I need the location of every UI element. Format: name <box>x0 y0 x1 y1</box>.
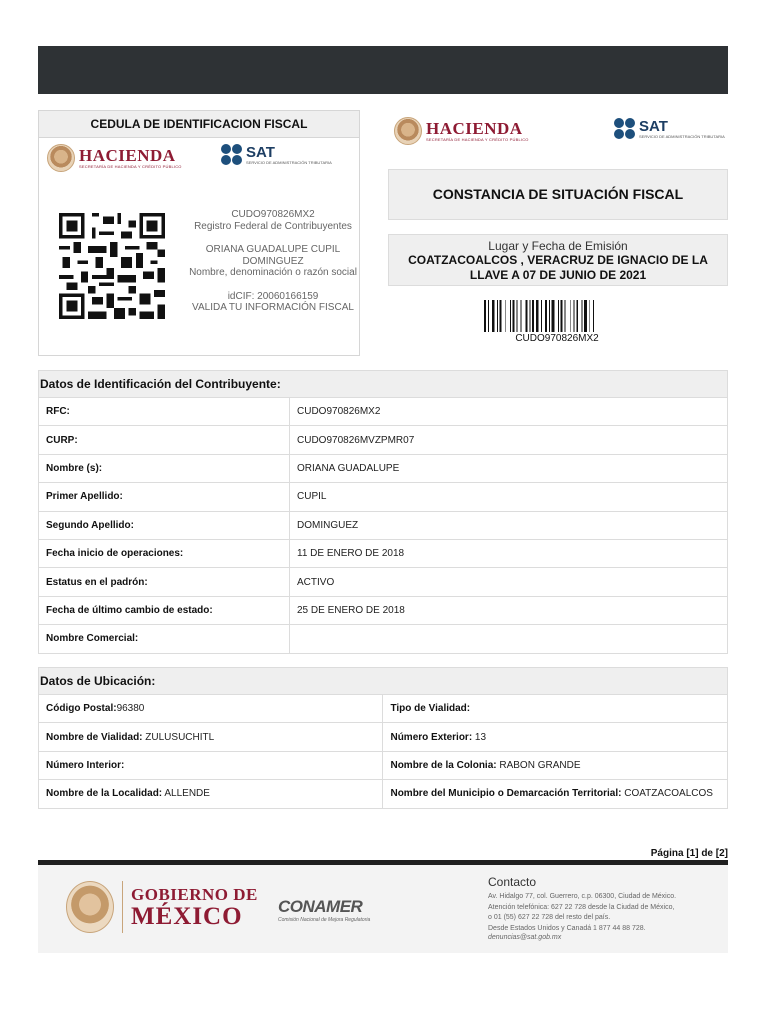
hacienda-wordmark: HACIENDA <box>79 146 176 165</box>
cedula-rfc: CUDO970826MX2 <box>231 209 315 220</box>
field-value: DOMINGUEZ <box>290 511 728 539</box>
top-bar <box>38 46 728 94</box>
contacto-email: denuncias@sat.gob.mx <box>488 934 562 941</box>
contacto-block <box>488 875 724 941</box>
field-label: Nombre de la Localidad: <box>46 788 163 800</box>
field-label: Número Exterior: <box>390 731 473 743</box>
field-value: RABON GRANDE <box>496 759 581 771</box>
lugar-fecha-label: Lugar y Fecha de Emisión <box>488 239 628 253</box>
barcode-icon <box>482 300 632 332</box>
hacienda-subtitle: SECRETARÍA DE HACIENDA Y CRÉDITO PÚBLICO <box>426 137 529 142</box>
table-row <box>39 511 728 539</box>
page-indicator: Página [1] de [2] <box>650 848 728 859</box>
cedula-title: CEDULA DE IDENTIFICACION FISCAL <box>39 111 359 138</box>
field-label: Nombre Comercial: <box>39 625 290 653</box>
gobierno-line1: GOBIERNO DE <box>131 884 258 904</box>
conamer-subtitle: Comisión Nacional de Mejora Regulatoria <box>278 917 371 923</box>
field-cell <box>383 723 728 751</box>
hacienda-seal-icon <box>394 117 422 145</box>
mexico-seal-icon <box>66 881 114 933</box>
field-label: CURP: <box>39 426 290 454</box>
hacienda-logo <box>47 144 182 172</box>
sat-wordmark: SAT <box>246 143 275 161</box>
field-label: Nombre de Vialidad: <box>46 731 143 743</box>
table-row <box>39 596 728 624</box>
cedula-valida: VALIDA TU INFORMACIÓN FISCAL <box>192 302 354 313</box>
field-label: Número Interior: <box>46 759 125 771</box>
field-label: Tipo de Vialidad: <box>390 703 471 715</box>
hacienda-wordmark: HACIENDA <box>426 119 523 138</box>
contacto-line1: Av. Hidalgo 77, col. Guerrero, c.p. 06300, Ciudad de México. <box>488 893 677 900</box>
lugar-fecha-value: COATZACOALCOS , VERACRUZ DE IGNACIO DE LA LLAVE A 07 DE JUNIO DE 2021 <box>408 253 708 282</box>
contacto-line3: o 01 (55) 627 22 728 del resto del país. <box>488 914 611 921</box>
cedula-rfc-label: Registro Federal de Contribuyentes <box>194 220 352 232</box>
footer <box>38 865 728 953</box>
field-value: 11 DE ENERO DE 2018 <box>290 539 728 567</box>
table-row <box>39 398 728 426</box>
field-value: 13 <box>472 731 487 743</box>
table-row <box>39 454 728 482</box>
field-label: Nombre (s): <box>39 454 290 482</box>
cedula-name-label: Nombre, denominación o razón social <box>189 267 357 278</box>
table-row <box>39 723 728 751</box>
table-row <box>39 751 728 779</box>
ubicacion-table <box>38 694 728 809</box>
gobierno-line2: MÉXICO <box>131 902 243 930</box>
table-row <box>39 539 728 567</box>
field-value: COATZACOALCOS <box>621 788 713 800</box>
contacto-line4: Desde Estados Unidos y Canadá 1 877 44 88 728. <box>488 924 646 932</box>
contacto-line2: Atención telefónica: 627 22 728 desde la Ciudad de México, <box>488 903 675 911</box>
sat-subtitle: SERVICIO DE ADMINISTRACIÓN TRIBUTARIA <box>639 133 725 139</box>
field-value: CUPIL <box>290 483 728 511</box>
field-label: Fecha de último cambio de estado: <box>39 596 290 624</box>
field-cell <box>39 695 383 723</box>
identificacion-title: Datos de Identificación del Contribuyente: <box>38 370 728 398</box>
cedula-name-line1: ORIANA GUADALUPE CUPIL <box>205 244 341 255</box>
field-value: CUDO970826MVZPMR07 <box>290 426 728 454</box>
field-value: CUDO970826MX2 <box>290 398 728 426</box>
conamer-logo <box>278 897 370 923</box>
sat-subtitle: SERVICIO DE ADMINISTRACIÓN TRIBUTARIA <box>246 159 332 165</box>
cedula-card <box>38 110 360 356</box>
table-row <box>39 695 728 723</box>
ubicacion-title: Datos de Ubicación: <box>38 667 728 695</box>
cedula-info <box>189 209 357 314</box>
field-label: Nombre de la Colonia: <box>390 759 497 771</box>
field-cell <box>39 751 383 779</box>
cedula-idcif: idCIF: 20060166159 <box>227 290 319 302</box>
field-cell <box>383 751 728 779</box>
document-title: CONSTANCIA DE SITUACIÓN FISCAL <box>388 169 728 220</box>
barcode-text: CUDO970826MX2 <box>515 333 599 344</box>
field-value: ORIANA GUADALUPE <box>290 454 728 482</box>
field-label: Segundo Apellido: <box>39 511 290 539</box>
table-row <box>39 483 728 511</box>
field-cell <box>383 695 728 723</box>
table-row <box>39 625 728 653</box>
field-label: Estatus en el padrón: <box>39 568 290 596</box>
field-label: Nombre del Municipio o Demarcación Territorial: <box>390 788 622 800</box>
contacto-title: Contacto <box>488 875 537 889</box>
field-label: Código Postal: <box>46 703 117 715</box>
sat-logo-header <box>614 118 725 140</box>
table-row <box>39 780 728 808</box>
conamer-wordmark: CONAMER <box>278 897 363 916</box>
table-row <box>39 426 728 454</box>
table-row <box>39 568 728 596</box>
field-value: ZULUSUCHITL <box>142 731 215 743</box>
field-cell <box>39 723 383 751</box>
field-value: 96380 <box>116 703 145 715</box>
hacienda-subtitle: SECRETARÍA DE HACIENDA Y CRÉDITO PÚBLICO <box>79 164 182 169</box>
gobierno-logo <box>66 881 258 933</box>
hacienda-logo-header <box>394 117 529 145</box>
field-value: ALLENDE <box>162 788 210 800</box>
sat-dots-icon <box>614 118 636 140</box>
field-cell <box>39 780 383 808</box>
cedula-name-line2: DOMINGUEZ <box>242 255 304 267</box>
lugar-fecha-box <box>388 234 728 286</box>
hacienda-seal-icon <box>47 144 75 172</box>
field-value: 25 DE ENERO DE 2018 <box>290 596 728 624</box>
identificacion-table <box>38 397 728 654</box>
field-label: Primer Apellido: <box>39 483 290 511</box>
field-label: Fecha inicio de operaciones: <box>39 539 290 567</box>
field-cell <box>383 780 728 808</box>
field-value <box>290 625 728 653</box>
sat-dots-icon <box>221 144 243 166</box>
sat-wordmark: SAT <box>639 117 668 135</box>
field-value: ACTIVO <box>290 568 728 596</box>
qr-code-icon <box>59 211 165 321</box>
field-label: RFC: <box>39 398 290 426</box>
sat-logo <box>221 144 332 166</box>
